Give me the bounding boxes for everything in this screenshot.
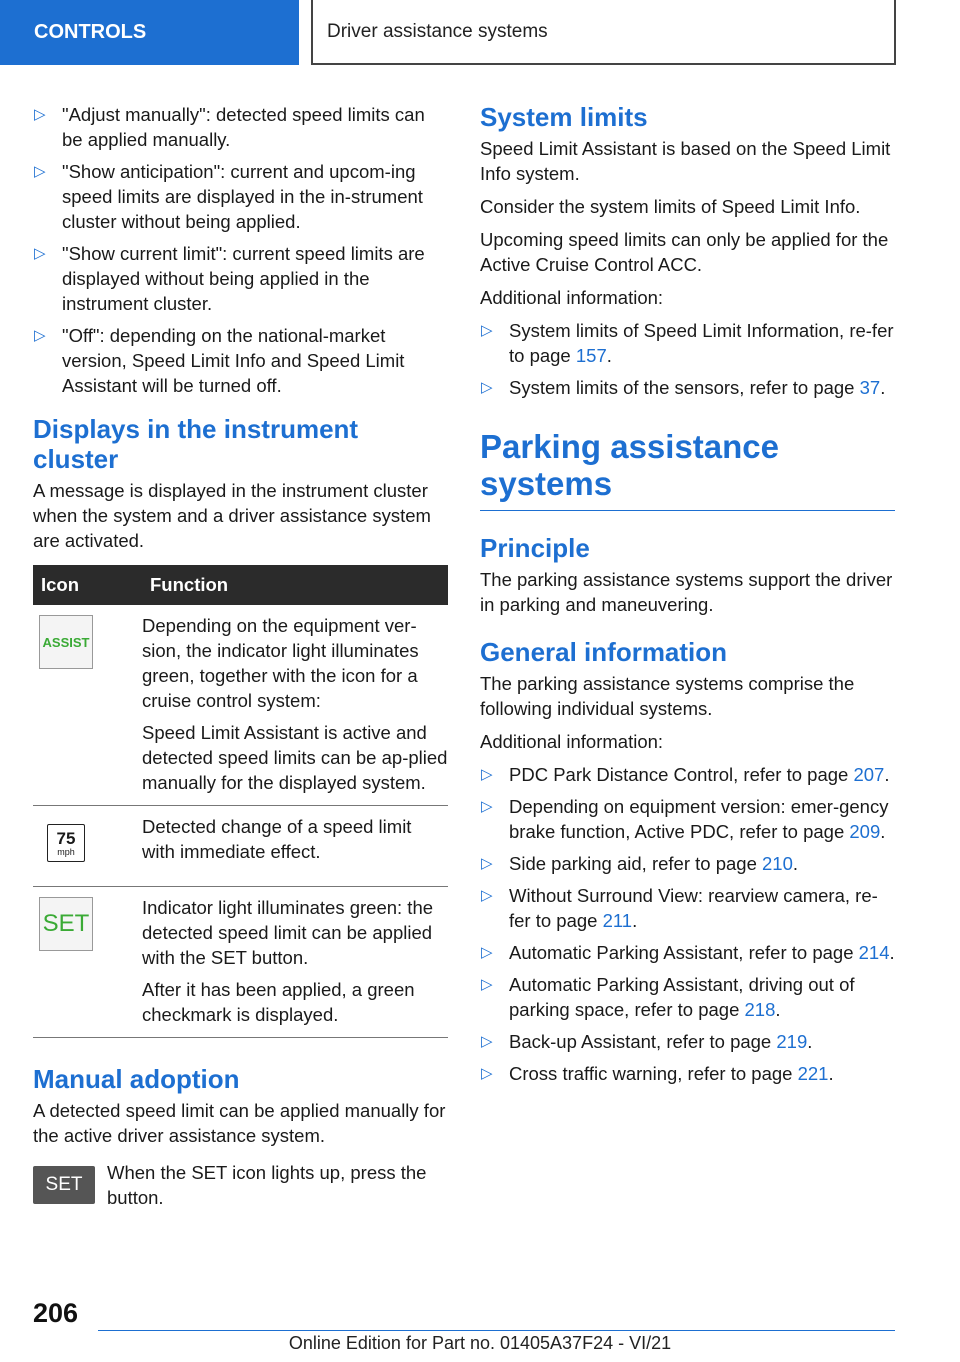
list-item: ▷ "Off": depending on the national-market version, Speed Limit Info and Speed Limit Assistant will be turned off.	[34, 325, 405, 396]
list-item: ▷ Side parking aid, refer to page 210.	[481, 853, 799, 874]
set-button-text: When the SET icon lights up, press the button.	[107, 1162, 427, 1208]
list-item: ▷ Cross traffic warning, refer to page 221.	[481, 1063, 834, 1084]
heading-divider	[480, 510, 895, 511]
speed-limit-options-list	[33, 102, 448, 398]
page-link[interactable]: 157	[575, 345, 607, 366]
displays-text: A message is displayed in the instrument cluster when the system and a driver assistance system are activated.	[33, 480, 431, 551]
right-column	[480, 102, 895, 1094]
page-link[interactable]: 221	[797, 1063, 829, 1084]
list-item: ▷ Without Surround View: rearview camera, re-fer to page 211.	[481, 885, 878, 931]
chapter-title: Driver assistance systems	[327, 20, 548, 42]
triangle-bullet-icon: ▷	[34, 245, 46, 262]
page-link[interactable]: 214	[858, 942, 890, 963]
set-icon: SET	[39, 897, 93, 951]
triangle-bullet-icon: ▷	[34, 163, 46, 180]
triangle-bullet-icon: ▷	[481, 379, 493, 396]
system-limits-list	[480, 318, 895, 400]
section-title: CONTROLS	[34, 21, 147, 43]
page-link[interactable]: 219	[776, 1031, 808, 1052]
table-row	[33, 605, 448, 806]
set-button-icon: SET	[33, 1166, 95, 1204]
list-item: ▷ System limits of Speed Limit Information, re-fer to page 157.	[481, 320, 894, 366]
list-item: ▷ Automatic Parking Assistant, refer to page 214.	[481, 942, 895, 963]
triangle-bullet-icon: ▷	[481, 855, 493, 872]
manual-adoption-text: A detected speed limit can be applied manually for the active driver assistance system.	[33, 1100, 446, 1146]
additional-info-label: Additional information:	[480, 287, 664, 308]
system-limits-heading: System limits	[480, 102, 648, 132]
chapter-tab	[311, 0, 896, 65]
displays-heading: Displays in the instrument cluster	[33, 414, 359, 474]
triangle-bullet-icon: ▷	[481, 322, 493, 339]
page-link[interactable]: 37	[859, 377, 881, 398]
system-limits-text: Consider the system limits of Speed Limit Info.	[480, 196, 861, 217]
triangle-bullet-icon: ▷	[481, 766, 493, 783]
edition-footer: Online Edition for Part no. 01405A37F24 - VI/21	[288, 1333, 672, 1353]
page-link[interactable]: 210	[762, 853, 793, 874]
set-button-instruction	[33, 1160, 448, 1210]
list-item: ▷ System limits of the sensors, refer to page 37.	[481, 377, 886, 398]
table-row	[33, 887, 448, 1038]
principle-text: The parking assistance systems support the driver in parking and maneuvering.	[480, 569, 893, 615]
page-link[interactable]: 207	[853, 764, 885, 785]
page-link[interactable]: 211	[602, 910, 633, 931]
triangle-bullet-icon: ▷	[481, 1033, 493, 1050]
triangle-bullet-icon: ▷	[481, 887, 493, 904]
indicator-table	[33, 565, 448, 1038]
footer-divider	[98, 1330, 895, 1331]
table-header-icon: Icon	[33, 565, 142, 605]
table-row	[33, 806, 448, 887]
list-item: ▷ PDC Park Distance Control, refer to page 207.	[481, 764, 890, 785]
triangle-bullet-icon: ▷	[481, 976, 493, 993]
system-limits-text: Upcoming speed limits can only be applied for the Active Cruise Control ACC.	[480, 229, 889, 275]
table-cell-text: Detected change of a speed limit with immediate effect.	[142, 816, 412, 862]
list-item: ▷ "Show current limit": current speed limits are displayed without being applied in the instrument cluster.	[34, 243, 425, 314]
system-limits-text: Speed Limit Assistant is based on the Speed Limit Info system.	[480, 138, 891, 184]
speed-limit-75-icon: 75 mph	[39, 816, 93, 870]
section-tab	[0, 0, 299, 65]
parking-systems-list	[480, 762, 895, 1086]
table-header-function: Function	[142, 565, 448, 605]
list-item: ▷ Back-up Assistant, refer to page 219.	[481, 1031, 813, 1052]
triangle-bullet-icon: ▷	[481, 798, 493, 815]
assist-icon: ASSIST	[39, 615, 93, 669]
triangle-bullet-icon: ▷	[34, 106, 46, 123]
manual-adoption-heading: Manual adoption	[33, 1064, 240, 1094]
table-cell-text: Speed Limit Assistant is active and detected speed limits can be ap-plied manually for the displayed system.	[142, 722, 448, 793]
table-cell-text: Indicator light illuminates green: the detected speed limit can be applied with the SET button.	[142, 897, 434, 968]
page-link[interactable]: 209	[849, 821, 881, 842]
page-link[interactable]: 218	[744, 999, 776, 1020]
triangle-bullet-icon: ▷	[481, 944, 493, 961]
list-item: ▷ "Adjust manually": detected speed limits can be applied manually.	[34, 104, 425, 150]
table-cell-text: Depending on the equipment ver-sion, the indicator light illuminates green, together with the icon for a cruise control system:	[142, 615, 419, 711]
general-information-heading: General information	[480, 637, 728, 667]
table-cell-text: After it has been applied, a green checkmark is displayed.	[142, 979, 415, 1025]
additional-info-label: Additional information:	[480, 731, 664, 752]
list-item: ▷ "Show anticipation": current and upcom-ing speed limits are displayed in the in-strument cluster without being applied.	[34, 161, 423, 232]
principle-heading: Principle	[480, 533, 590, 563]
list-item: ▷ Automatic Parking Assistant, driving out of parking space, refer to page 218.	[481, 974, 855, 1020]
triangle-bullet-icon: ▷	[34, 327, 46, 344]
general-information-text: The parking assistance systems comprise the following individual systems.	[480, 673, 855, 719]
left-column	[33, 102, 448, 1210]
page-number: 206	[33, 1298, 79, 1328]
triangle-bullet-icon: ▷	[481, 1065, 493, 1082]
list-item: ▷ Depending on equipment version: emer-gency brake function, Active PDC, refer to page 209.	[481, 796, 889, 842]
parking-assistance-heading: Parking assistance systems	[480, 428, 779, 502]
